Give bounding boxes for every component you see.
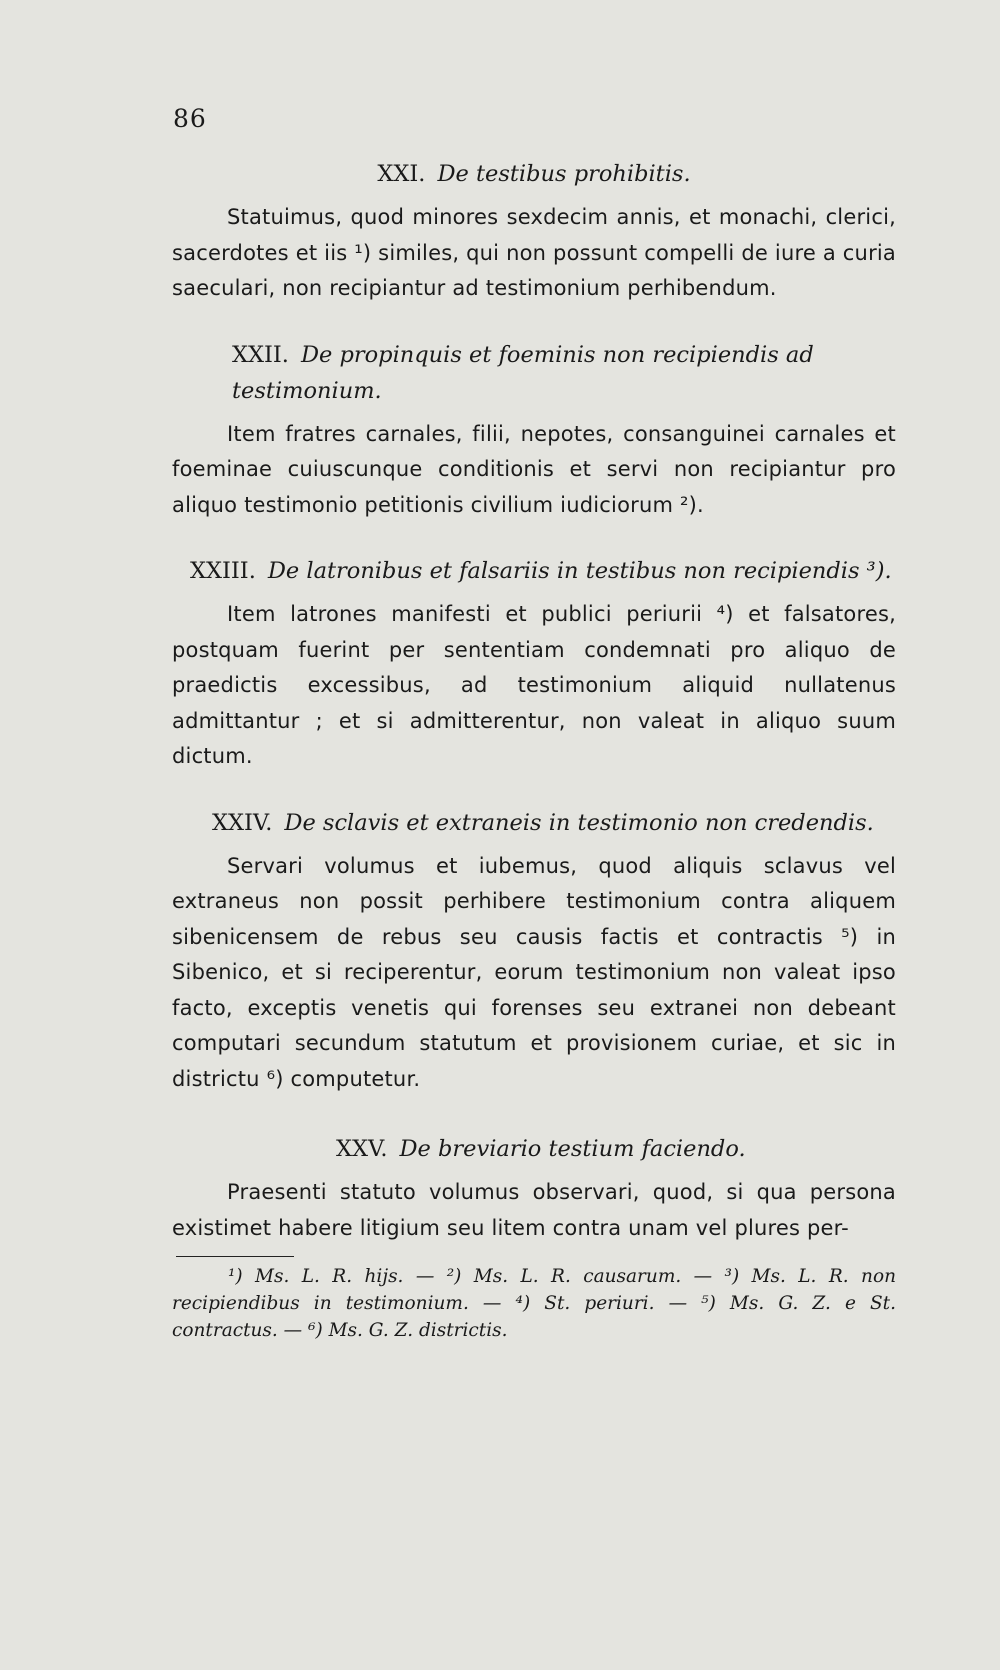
section-number: XXI.	[377, 161, 426, 187]
section-number: XXIII.	[190, 558, 256, 584]
section-heading-xxv	[172, 1131, 896, 1167]
section-heading-xxii	[172, 337, 896, 409]
footnote-divider	[176, 1256, 294, 1257]
section-title: De latronibus et falsariis in testibus non recipiendis ³).	[267, 558, 892, 584]
section-heading-xxi	[172, 156, 896, 192]
section-text: Statuimus, quod minores sexdecim annis, et monachi, clerici, sacerdotes et iis ¹) similes, qui non possunt compelli de iure a curia saeculari, non recipiantur ad testimonium perhibendum.	[172, 205, 896, 300]
section-title: De propinquis et foeminis non recipiendis ad testimonium.	[232, 341, 814, 404]
section-heading-xxiii	[172, 553, 896, 589]
section-text: Item latrones manifesti et publici periurii ⁴) et falsatores, postquam fuerint per sententiam condemnati pro aliquo de praedictis excessibus, ad testimonium aliquid nullatenus admittantur ; et si admitterentur, non valeat in aliquo suum dictum.	[172, 602, 896, 768]
page-content	[172, 150, 896, 1344]
section-heading-xxiv	[172, 805, 896, 841]
footnotes-text: ¹) Ms. L. R. hijs. — ²) Ms. L. R. causarum. — ³) Ms. L. R. non recipiendibus in testimonium. — ⁴) St. periuri. — ⁵) Ms. G. Z. e St. contractus. — ⁶) Ms. G. Z. districtis.	[172, 1266, 896, 1341]
section-title: De sclavis et extraneis in testimonio non credendis.	[284, 809, 874, 836]
section-text: Item fratres carnales, filii, nepotes, consanguinei carnales et foeminae cuiuscunque conditionis et servi non recipiantur pro aliquo testimonio petitionis civilium iudiciorum ²).	[172, 421, 896, 517]
section-number: XXII.	[232, 341, 289, 368]
section-text: Servari volumus et iubemus, quod aliquis sclavus vel extraneus non possit perhibere testimonium contra aliquem sibenicensem de rebus seu causis factis et contractis ⁵) in Sibenico, et si reciperentur, eorum testimonium non valeat ipso facto, exceptis venetis qui forenses seu extranei non debeant computari secundum statutum et provisionem curiae, et sic in districtu ⁶) computetur.	[172, 853, 896, 1091]
section-number: XXV.	[336, 1136, 388, 1162]
section-text: Praesenti statuto volumus observari, quod, si qua persona existimet habere litigium seu litem contra unam vel plures per-	[172, 1180, 896, 1240]
page-number: 86	[173, 104, 207, 133]
footnotes	[172, 1263, 896, 1344]
section-title: De breviario testium faciendo.	[399, 1136, 746, 1162]
section-title: De testibus prohibitis.	[437, 161, 691, 187]
section-number: XXIV.	[212, 809, 273, 836]
